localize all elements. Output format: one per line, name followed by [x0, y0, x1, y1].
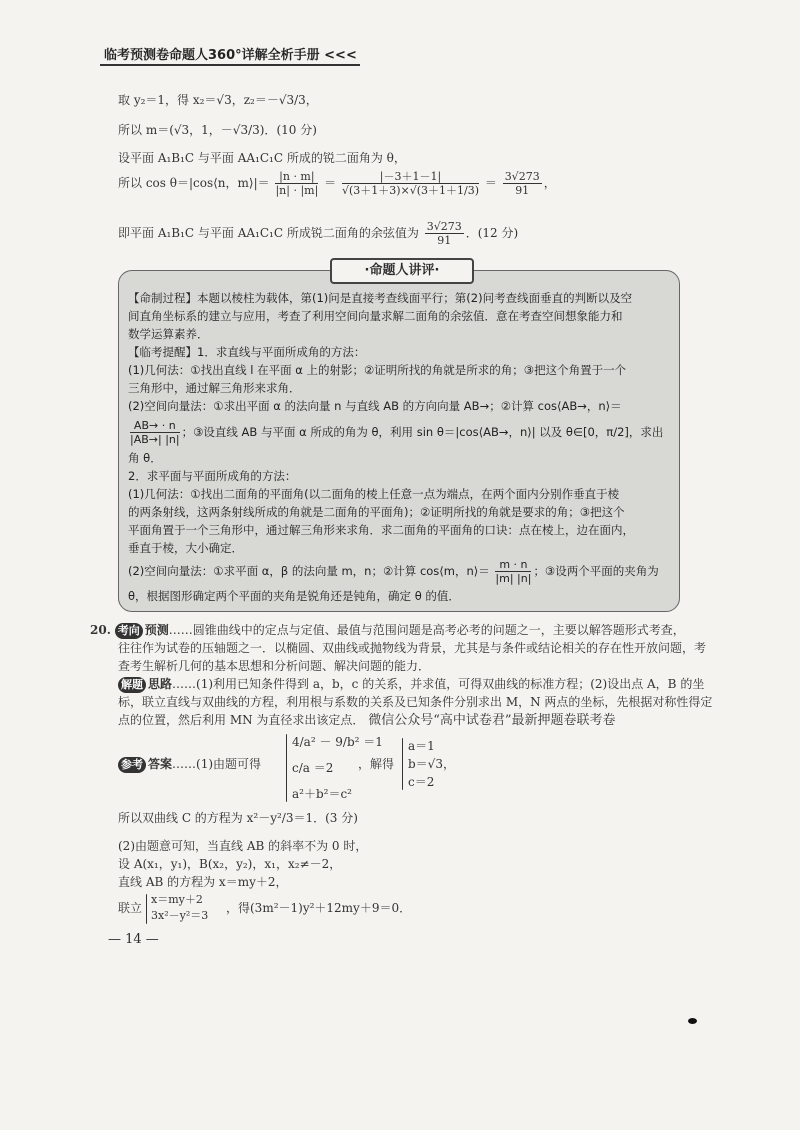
commentary-line: 间直角坐标系的建立与应用，考查了利用空间向量求解二面角的余弦值．意在考查空间想象能力和	[128, 309, 623, 323]
q20-line: 解题 思路……(1)利用已知条件得到 a，b，c 的关系，并求值，可得双曲线的标准方程；(2)设出点 A，B 的坐	[118, 676, 704, 693]
system-eq: x＝my＋2	[151, 893, 203, 906]
q20-line: 点的位置，然后利用 MN 为直径求出该定点． 微信公众号“高中试卷君”最新押题卷联考卷	[118, 713, 616, 728]
solution-line-3: 设平面 A₁B₁C 与平面 AA₁C₁C 所成的锐二面角为 θ，	[118, 151, 406, 165]
commentary-line: 【临考提醒】1．求直线与平面所成角的方法：	[128, 345, 366, 359]
system-brace	[402, 738, 403, 790]
commentary-line: 垂直于棱，大小确定．	[128, 541, 243, 555]
commentary-line: 【命制过程】本题以棱柱为载体，第(1)问是直接考查线面平行；第(2)问考查线面垂直的判断以及空	[128, 291, 633, 305]
commentary-line: θ，根据图形确定两个平面的夹角是锐角还是钝角，确定 θ 的值．	[128, 589, 460, 603]
page-number: — 14 —	[108, 932, 159, 947]
commentary-title: ·命题人讲评·	[330, 258, 474, 284]
running-header: 临考预测卷命题人360°详解全析手册 <<<	[104, 48, 357, 63]
solution-line-1: 取 y₂＝1，得 x₂＝√3，z₂＝－√3/3，	[118, 93, 318, 107]
system-eq: 4/a² － 9/b² ＝1	[292, 735, 383, 749]
jieti-badge: 解题	[118, 677, 146, 693]
system-eq: b＝√3，	[408, 757, 455, 771]
solution-line-5: 即平面 A₁B₁C 与平面 AA₁C₁C 所成锐二面角的余弦值为 $\frac{3√273}{91}$ ．(12 分)	[118, 220, 519, 247]
system-brace	[146, 894, 147, 924]
commentary-line: 三角形中，通过解三角形来求角．	[128, 381, 301, 395]
commentary-line: 角 θ．	[128, 451, 162, 465]
answer-line: 设 A(x₁，y₁)，B(x₂，y₂)，x₁，x₂≠－2，	[118, 857, 342, 871]
commentary-line: 的两条射线，这两条射线所成的角就是二面角的平面角)；②证明所找的角就是要求的角；③把这个	[128, 505, 625, 519]
system-eq: c＝2	[408, 775, 435, 789]
ink-blot	[688, 1018, 697, 1024]
answer-line: 所以双曲线 C 的方程为 x²－y²/3＝1．(3 分)	[118, 811, 358, 825]
cankao-badge: 参考	[118, 757, 146, 773]
commentary-line: (2)空间向量法：①求平面 α，β 的法向量 m，n；②计算 cos⟨m，n⟩＝ $\frac{m \cdot n}{|m| |n|}$ ；③设两个平面的夹角为	[128, 558, 659, 585]
commentary-line: 平面角置于一个三角形中，通过解三角形来求角．求二面角的平面角的口诀：点在棱上，边在面内，	[128, 523, 634, 537]
commentary-line: (2)空间向量法：①求出平面 α 的法向量 n 与直线 AB 的方向向量 AB→；②计算 cos⟨AB→，n⟩＝	[128, 399, 622, 413]
answer-line: 参考 答案……(1)由题可得	[118, 756, 261, 773]
answer-line: (2)由题意可知，当直线 AB 的斜率不为 0 时，	[118, 839, 368, 853]
header-rule	[100, 64, 360, 66]
system-eq: a²＋b²＝c²	[292, 787, 352, 801]
answer-text: ，解得	[358, 757, 395, 771]
commentary-line: (1)几何法：①找出二面角的平面角(以二面角的棱上任意一点为端点，在两个面内分别作垂直于棱	[128, 487, 620, 501]
answer-line: ，得(3m²－1)y²＋12my＋9＝0．	[226, 901, 412, 915]
q20-line: 标，联立直线与双曲线的方程，利用根与系数的关系及已知条件分别求出 M，N 两点的坐标，先根据对称性得定	[118, 695, 713, 709]
solution-line-4: 所以 cos θ＝|cos⟨n，m⟩|＝ $\frac{|n \cdot m|}{|n| \cdot |m|}$ ＝ $\frac{|-3+1-1|}{√(3+1+3)\times√(3+1+1/3)}$ ＝ $\frac{3√273}{91}$ ，	[118, 170, 556, 197]
commentary-line: $\frac{AB\to \cdot n}{|AB\to| |n|}$ ；③设直线 AB 与平面 α 所成的角为 θ，利用 sin θ＝|cos⟨AB→，n⟩| 以及 θ∈[0，π/2]，求出	[130, 419, 664, 446]
system-eq: c/a ＝2	[292, 761, 334, 775]
system-brace	[286, 734, 287, 802]
system-eq: a＝1	[408, 739, 435, 753]
kaoxiang-badge: 考向	[115, 623, 143, 639]
q20-line-1: 20. 考向 预测……圆锥曲线中的定点与定值、最值与范围问题是高考必考的问题之一，主要以解答题形式考查，	[90, 623, 685, 637]
q20-line: 查考生解析几何的基本思想和分析问题、解决问题的能力．	[118, 659, 431, 673]
q20-line: 往往作为试卷的压轴题之一．以椭圆、双曲线或抛物线为背景，尤其是与条件或结论相关的存在性开放问题，考	[118, 641, 707, 655]
commentary-line: 2．求平面与平面所成角的方法：	[128, 469, 297, 483]
answer-line: 联立	[118, 901, 143, 915]
commentary-line: 数学运算素养．	[128, 327, 209, 341]
system-eq: 3x²－y²＝3	[151, 909, 209, 922]
solution-line-2: 所以 m＝(√3，1，－√3/3)．(10 分)	[118, 123, 317, 137]
commentary-line: (1)几何法：①找出直线 l 在平面 α 上的射影；②证明所找的角就是所求的角；③把这个角置于一个	[128, 363, 627, 377]
answer-line: 直线 AB 的方程为 x＝my＋2，	[118, 875, 288, 889]
